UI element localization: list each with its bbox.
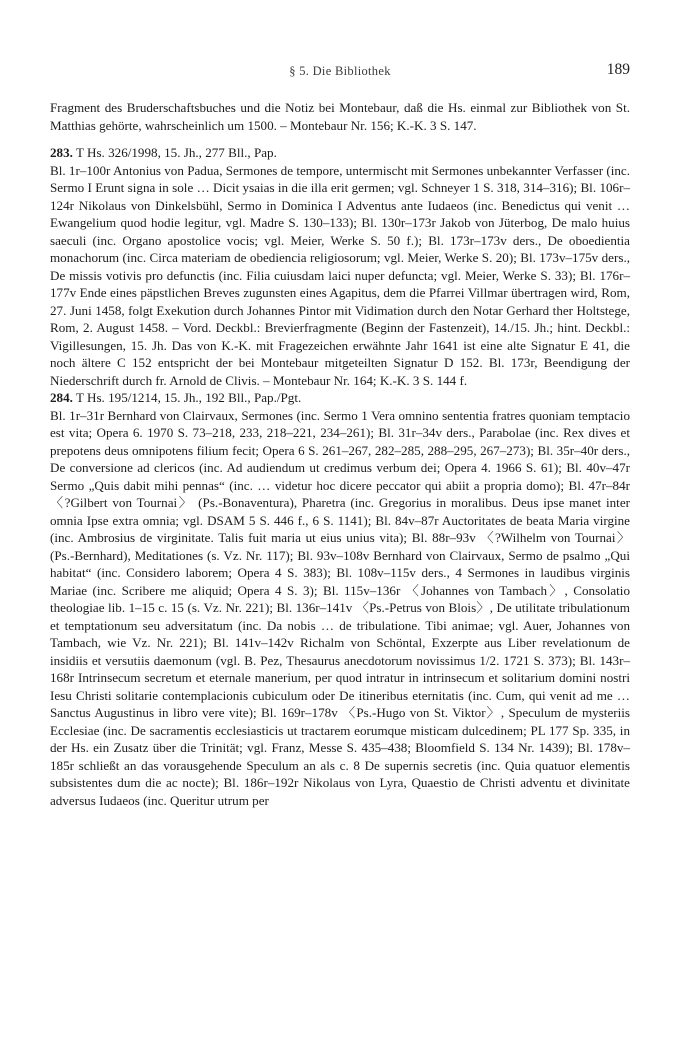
- entry-number: 283.: [50, 145, 73, 160]
- entry-text: Bl. 1r–100r Antonius von Padua, Sermones de tempore, untermischt mit Sermones unbekannter Verfasser (inc. Sermo I Erunt signa in sole … Dicit ysaias in die illa erit germen; vgl. Schneyer 1 S. 318, 314–316); Bl. 106r–124r Nikolaus von Dinkelsbühl, Sermo in Dominica I Adventus ante Iudaeos (inc. Benedictus qui venit … Ewangelium quod hodie legitur, vgl. Madre S. 130–133); Bl. 130r–173r Jakob von Jüterbog, De malo huius saeculi (inc. Organo apostolice vocis; vgl. Meier, Werke S. 50 f.); Bl. 173r–173v ders., De oboedientia monachorum (inc. Circa materiam de obediencia religiosorum; vgl. Meier, Werke S. 20); Bl. 173v–175v ders., De missis votivis pro defunctis (inc. Filia cuiusdam laici nuper defuncta; vgl. Meier, Werke S. 33); Bl. 176r–177v Ende eines päpstlichen Breves zugunsten eines Agapitus, dem die Pfarrei Villmar übertragen wird, Rom, 27. Juni 1458, folgt Exekution durch Johannes Pintor mit Vidimation durch den Notar Gerhard ther Holtstege, Rom, 2. August 1458. – Vord. Deckbl.: Brevierfragmente (Beginn der Fastenzeit), 14./15. Jh.; hint. Deckbl.: Vigillesungen, 15. Jh. Das von K.-K. mit Fragezeichen erwähnte Jahr 1641 ist eine alte Signatur E 41, die noch ältere C 152 entspricht der bei Montebaur mitgeteilten Signatur D 152. Bl. 173r, Beendigung der Niederschrift durch fr. Arnold de Clivis. – Montebaur Nr. 164; K.-K. 3 S. 144 f.: [50, 162, 630, 388]
- page-number: 189: [606, 61, 630, 78]
- page-header: [50, 61, 630, 84]
- entry-284: [50, 389, 630, 809]
- entry-text: Bl. 1r–31r Bernhard von Clairvaux, Sermones (inc. Sermo 1 Vera omnino sententia fratres quoniam temptacio est vita; Opera 6. 1970 S. 73–218, 233, 218–221, 234–261); Bl. 31r–34v ders., Parabolae (inc. Rex dives et prepotens deus omnipotens filium fecit; Opera 6 S. 261–267, 282–285, 288–295, 267–273); Bl. 35r–40r ders., De conversione ad clericos (inc. Ad audiendum ut credimus verbum dei; Opera 4. 1966 S. 61); Bl. 40v–47r Sermo „Quis dabit mihi pennas“ (inc. … videtur hoc dicere peccator qui abiit a propria domo); Bl. 47r–84r 〈?Gilbert von Tournai〉 (Ps.-Bonaventura), Pharetra (inc. Gregorius in moralibus. Deus ipse manet inter omnia Ipse extra omnia; vgl. DSAM 5 S. 446 f., 6 S. 1141); Bl. 84v–87r Auctoritates de beata Maria virgine (inc. Ambrosius de virginitate. Talis fuit maria ut eius unius vita); Bl. 88r–93v 〈?Wilhelm von Tournai〉 (Ps.-Bernhard), Meditationes (s. Vz. Nr. 117); Bl. 93v–108v Bernhard von Clairvaux, Sermo de psalmo „Qui habitat“ (inc. Considero laborem; Opera 4 S. 383); Bl. 108v–115v ders., 4 Sermones in laudibus virginis Mariae (inc. Scribere me aliquid; Opera 4 S. 3); Bl. 115v–136r 〈Johannes von Tambach〉, Consolatio theologiae lib. 1–15 c. 15 (s. Vz. Nr. 221); Bl. 136r–141v 〈Ps.-Petrus von Blois〉, De utilitate tribulationum et temptationum seu adversitatum (inc. Da nobis … de tribulatione. Tibi animae; vgl. Auer, Johannes von Tambach, wie Vz. Nr. 221); Bl. 141v–142v Richalm von Schöntal, Exzerpte aus Liber revelationum de insidiis et versutiis daemonum (vgl. B. Pez, Thesaurus anecdotorum novissimus 1/2. 1721 S. 373); Bl. 143r–168r Intrinsecum secretum et eternale manerium, per quod intratur in intrinsecum et solitarium domini nostri Iesu Christi solitarie contemplacionis cubiculum oder De itineribus eternitatis (inc. Cum, qui venit ad me … Sanctus Augustinus in libro vere vite); Bl. 169r–178v 〈Ps.-Hugo von St. Viktor〉, Speculum de mysteriis Ecclesiae (inc. De sacramentis ecclesiasticis ut tractarem eorumque misticam dulcedinem; PL 177 Sp. 335, in der Hs. ein Zusatz über die Trinität; vgl. Franz, Messe S. 435–438; Bloomfield S. 134 Nr. 1439); Bl. 178v–185r schließt an das vorausgehende Speculum an als c. 8 De supernis secretis (inc. Quia quatuor elementis subsistentes dum die ac nocte); Bl. 186r–192r Nikolaus von Lyra, Quaestio de Christi adventu et divinitate adversus Iudaeos (inc. Queritur utrum per: [50, 407, 630, 808]
- running-title: § 5. Die Bibliothek: [289, 64, 391, 78]
- intro-paragraph: Fragment des Bruderschaftsbuches und die Notiz bei Montebaur, daß die Hs. einmal zur Bibliothek von St. Matthias gehörte, wahrscheinlich um 1500. – Montebaur Nr. 156; K.-K. 3 S. 147.: [50, 100, 630, 133]
- page-body: [50, 99, 630, 809]
- entry-283: [50, 144, 630, 389]
- entry-number: 284.: [50, 390, 73, 405]
- entry-heading: T Hs. 195/1214, 15. Jh., 192 Bll., Pap./Pgt.: [75, 390, 302, 405]
- entry-heading: T Hs. 326/1998, 15. Jh., 277 Bll., Pap.: [75, 145, 277, 160]
